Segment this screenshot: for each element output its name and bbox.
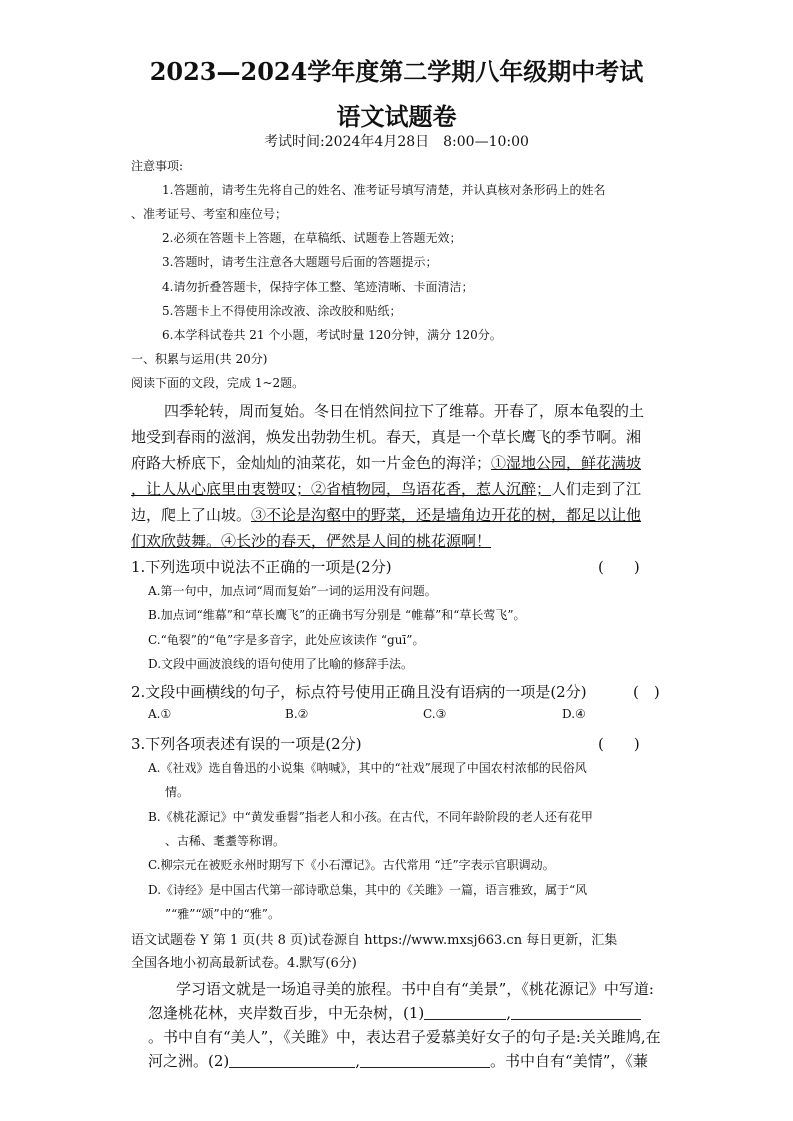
passage-line: 四季轮转，周而复始。冬日在悄然间拉下了维幕。开春了，原本龟裂的土 [164, 402, 645, 420]
q4-line [148, 1050, 648, 1071]
notice-item-2: 2.必须在答题卡上答题，在草稿纸、试题卷上答题无效； [162, 231, 462, 245]
q2-option-c: C.③ [423, 707, 447, 721]
answer-paren: ( ) [598, 558, 640, 576]
q3-option-d-cont: ”“雅”“颂”中的“雅”。 [165, 907, 280, 921]
passage-line [131, 530, 491, 551]
notice-item-1-cont: 、准考证号、考室和座位号； [131, 207, 288, 221]
answer-blank-1a[interactable] [424, 1005, 506, 1020]
q1-option-c: C.“龟裂”的“龟”字是多音字，此处应该读作 “guī”。 [148, 633, 425, 647]
q3-option-b-cont: 、古稀、耄耋等称谓。 [165, 834, 286, 848]
answer-paren: ( ) [633, 683, 660, 701]
section-heading: 一、积累与运用(共 20分) [131, 352, 268, 366]
q3-option-a-cont: 情。 [165, 785, 190, 799]
notice-item-3: 3.答题时，请考生注意各大题题号后面的答题提示； [162, 255, 438, 269]
passage-line [131, 504, 641, 525]
q2-option-a: A.① [148, 707, 172, 721]
underlined-sentence: ①湿地公园，鲜花满坡 [491, 454, 642, 472]
passage-text: 人们走到了江 [551, 480, 642, 498]
exam-time: 考试时间:2024年4月28日 8:00—10:00 [264, 134, 529, 150]
paper-subtitle: 语文试题卷 [336, 102, 457, 131]
q1-option-b: B.加点词“维幕”和“草长鹰飞”的正确书写分别是 “帷幕”和“草长莺飞”。 [148, 608, 526, 622]
q4-line: 。书中自有“美人”，《关雎》中，表达君子爱慕美好女子的句子是:关关雎鸠,在 [148, 1028, 661, 1046]
passage-text: 边，爬上了山坡。 [131, 506, 252, 524]
notice-heading: 注意事项: [131, 159, 184, 173]
q3-option-d: D.《诗经》是中国古代第一部诗歌总集，其中的《关雎》一篇，语言雅致，属于“风 [148, 883, 588, 897]
answer-blank-2a[interactable] [229, 1053, 355, 1068]
q2-option-b: B.② [285, 707, 309, 721]
q4-text: 河之洲。(2) [148, 1052, 230, 1070]
question-3-stem: 3.下列各项表述有误的一项是(2分) [131, 735, 362, 753]
section-instruction: 阅读下面的文段，完成 1~2题。 [131, 376, 305, 390]
passage-line [131, 452, 641, 473]
exam-title: 2023—2024学年度第二学期八年级期中考试 [149, 57, 644, 86]
passage-line [131, 478, 641, 499]
q1-option-d: D.文段中画波浪线的语句使用了比喻的修辞手法。 [148, 657, 414, 671]
answer-blank-2b[interactable] [360, 1053, 490, 1068]
notice-item-5: 5.答题卡上不得使用涂改液、涂改胶和贴纸； [162, 304, 402, 318]
q3-option-b: B.《桃花源记》中“黄发垂髫”指老人和小孩。在古代，不同年龄阶段的老人还有花甲 [148, 810, 593, 824]
notice-item-6: 6.本学科试卷共 21 个小题，考试时量 120分钟，满分 120分。 [162, 328, 502, 342]
q4-line: 忽逢桃花林，夹岸数百步，中无杂树，(1) , [148, 1002, 641, 1023]
q3-option-c: C.柳宗元在被贬永州时期写下《小石潭记》。古代常用 “迁”字表示官职调动。 [148, 858, 555, 872]
notice-item-1: 1.答题前，请考生先将自己的姓名、准考证号填写清楚，并认真核对条形码上的姓名 [162, 183, 606, 197]
question-1-stem: 1.下列选项中说法不正确的一项是(2分) [131, 558, 392, 576]
q4-text: , [355, 1052, 361, 1070]
passage-text: 府路大桥底下，金灿灿的油菜花，如一片金色的海洋； [131, 454, 492, 472]
underlined-sentence: ，让人从心底里由衷赞叹；②省植物园，鸟语花香，惹人沉醉； [131, 480, 552, 498]
q3-option-a: A.《社戏》选自鲁迅的小说集《呐喊》，其中的“社戏”展现了中国农村浓郁的民俗风 [148, 761, 587, 775]
answer-paren: ( ) [598, 735, 640, 753]
q4-text: 。书中自有“美情”，《蒹 [490, 1052, 648, 1070]
q4-intro: 学习语文就是一场追寻美的旅程。书中自有“美景”，《桃花源记》中写道: [176, 980, 654, 998]
q1-option-a: A.第一句中，加点词“周而复始”一词的运用没有问题。 [148, 584, 437, 598]
page-footer: 语文试题卷 Y 第 1 页(共 8 页)试卷源自 https://www.mxsj663.cn 每日更新，汇集 [131, 933, 618, 948]
notice-item-4: 4.请勿折叠答题卡，保持字体工整、笔迹清晰、卡面清洁； [162, 280, 474, 294]
underlined-sentence: 们欢欣鼓舞。④长沙的春天，俨然是人间的桃花源啊！ [131, 532, 492, 550]
underlined-sentence: ③不论是沟壑中的野菜，还是墙角边开花的树，都足以让他 [251, 506, 642, 524]
q2-option-d: D.④ [562, 707, 586, 721]
passage-line: 地受到春雨的滋润，焕发出勃勃生机。春天，真是一个草长鹰飞的季节啊。湘 [131, 428, 642, 446]
q4-text: 忽逢桃花林，夹岸数百步，中无杂树，(1) [148, 1004, 425, 1022]
answer-blank-1b[interactable] [511, 1005, 641, 1020]
question-2-stem: 2.文段中画横线的句子，标点符号使用正确且没有语病的一项是(2分) [131, 683, 587, 701]
page-footer-cont: 全国各地小初高最新试卷。4.默写(6分) [131, 956, 357, 971]
